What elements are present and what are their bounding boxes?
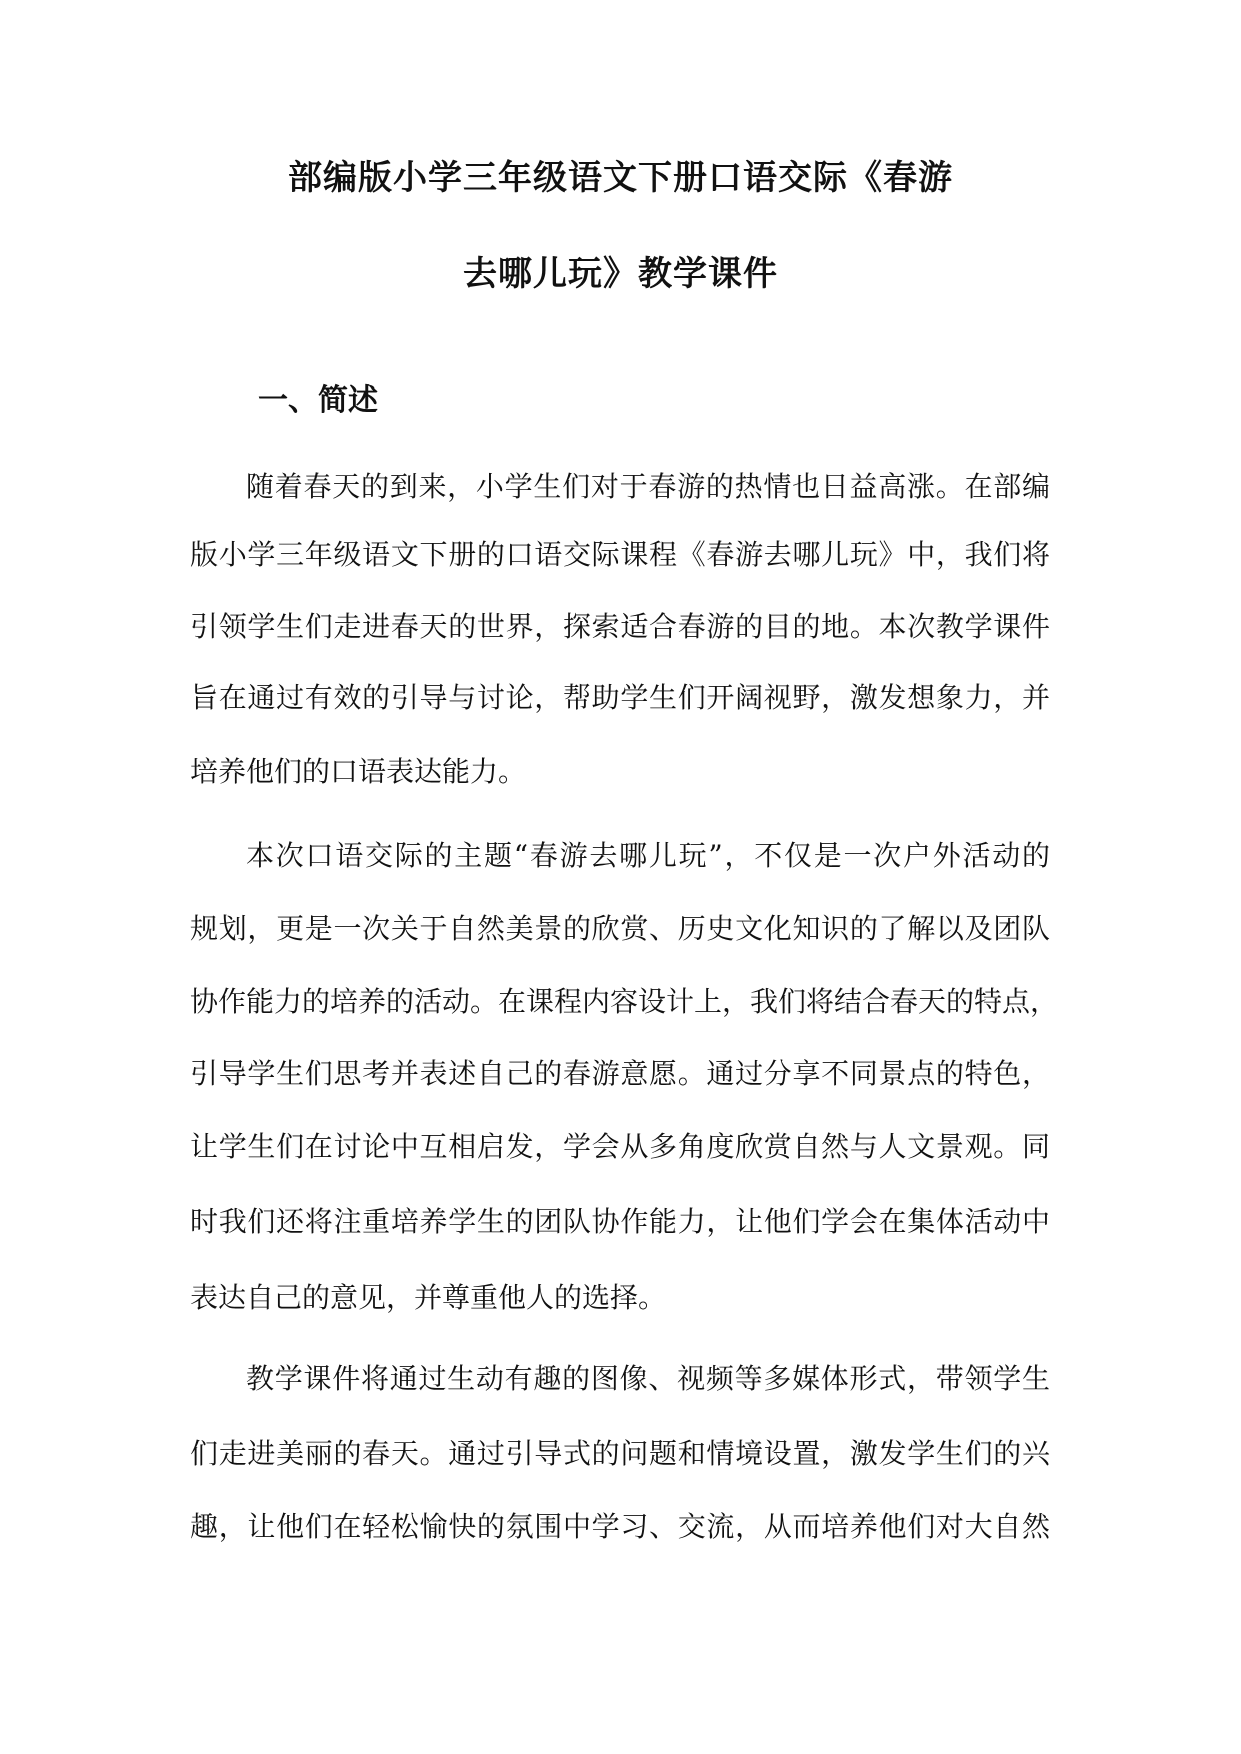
paragraph-line: 趣，让他们在轻松愉快的氛围中学习、交流，从而培养他们对大自然 <box>190 1510 1050 1543</box>
paragraph-line: 让学生们在讨论中互相启发，学会从多角度欣赏自然与人文景观。同 <box>190 1130 1050 1163</box>
paragraph-line: 版小学三年级语文下册的口语交际课程《春游去哪儿玩》中，我们将 <box>190 538 1050 571</box>
document-title-line-1: 部编版小学三年级语文下册口语交际《春游 <box>288 158 953 198</box>
paragraph-line: 们走进美丽的春天。通过引导式的问题和情境设置，激发学生们的兴 <box>190 1437 1050 1470</box>
section-heading: 一、简述 <box>258 383 378 418</box>
paragraph-line: 引导学生们思考并表述自己的春游意愿。通过分享不同景点的特色， <box>190 1057 1050 1090</box>
paragraph-line: 表达自己的意见，并尊重他人的选择。 <box>190 1281 667 1314</box>
paragraph-line: 时我们还将注重培养学生的团队协作能力，让他们学会在集体活动中 <box>190 1205 1050 1238</box>
paragraph-line: 培养他们的口语表达能力。 <box>190 755 527 788</box>
paragraph-line: 教学课件将通过生动有趣的图像、视频等多媒体形式，带领学生 <box>246 1362 1050 1395</box>
paragraph-line: 旨在通过有效的引导与讨论，帮助学生们开阔视野，激发想象力，并 <box>190 681 1050 714</box>
paragraph-line: 随着春天的到来，小学生们对于春游的热情也日益高涨。在部编 <box>246 470 1050 503</box>
document-title-line-2: 去哪儿玩》教学课件 <box>463 254 778 294</box>
paragraph-line: 本次口语交际的主题“春游去哪儿玩”，不仅是一次户外活动的 <box>246 839 1050 872</box>
paragraph-line: 规划，更是一次关于自然美景的欣赏、历史文化知识的了解以及团队 <box>190 912 1050 945</box>
paragraph-line: 协作能力的培养的活动。在课程内容设计上，我们将结合春天的特点， <box>190 985 1059 1018</box>
paragraph-line: 引领学生们走进春天的世界，探索适合春游的目的地。本次教学课件 <box>190 610 1050 643</box>
